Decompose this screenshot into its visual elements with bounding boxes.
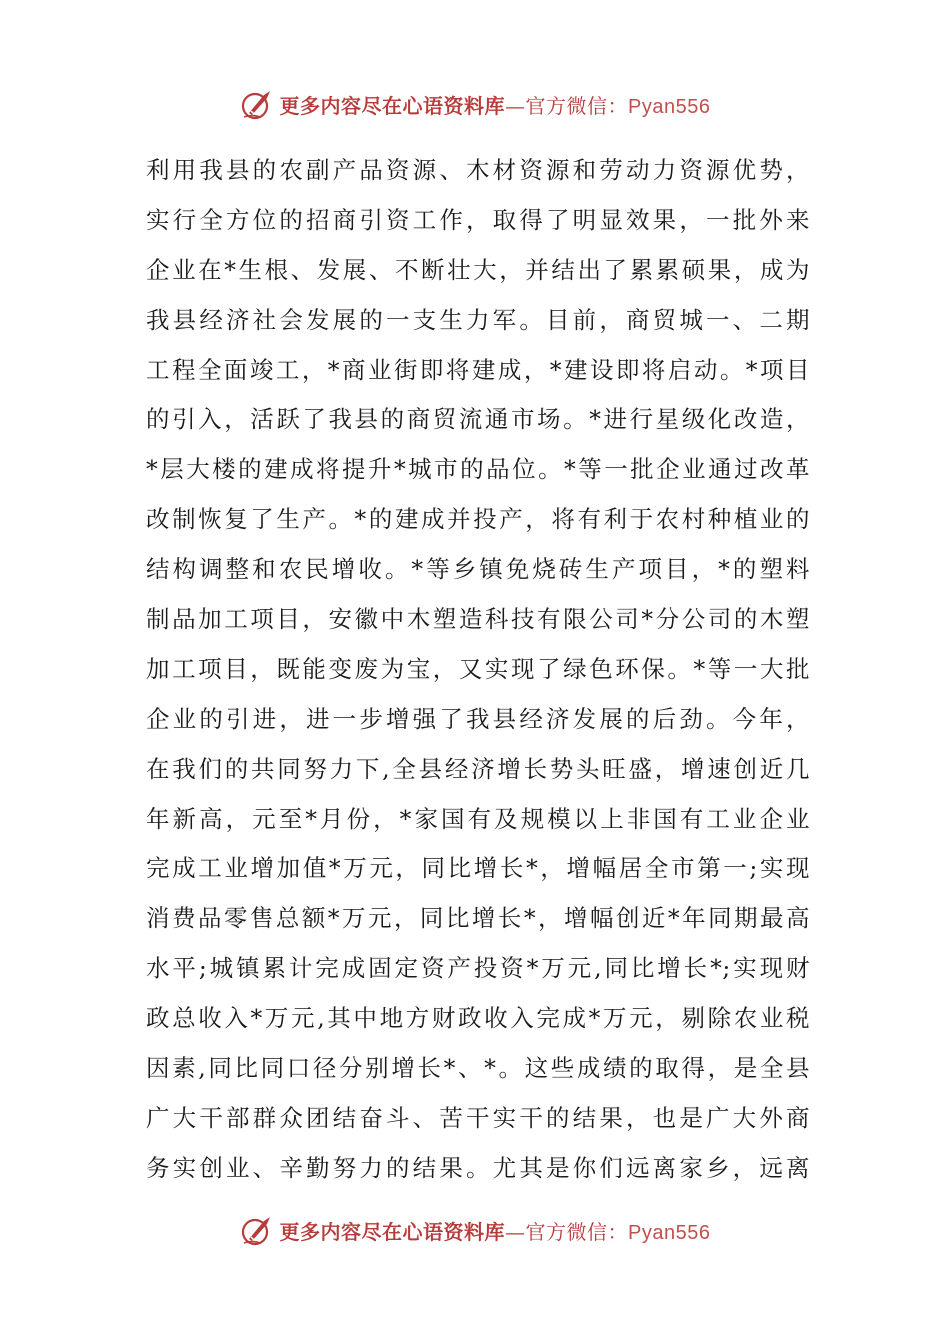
text-line: 企业在*生根、发展、不断壮大，并结出了累累硕果，成为 <box>146 255 810 284</box>
text-line: 工程全面竣工，*商业街即将建成，*建设即将启动。*项目 <box>146 355 810 384</box>
header-separator: — <box>505 93 526 118</box>
page-header-banner <box>0 86 950 122</box>
header-contact-label: 官方微信： <box>525 93 629 118</box>
text-line: 制品加工项目，安徽中木塑造科技有限公司*分公司的木塑 <box>146 605 810 634</box>
footer-brand: 更多内容尽在心语资料库 <box>279 1219 506 1244</box>
text-line: 政总收入*万元,其中地方财政收入完成*万元，剔除农业税 <box>146 1004 810 1033</box>
text-line: 的引入，活跃了我县的商贸流通市场。*进行星级化改造， <box>146 405 810 434</box>
text-line: 消费品零售总额*万元，同比增长*，增幅创近*年同期最高 <box>146 904 810 933</box>
header-contact-id: Pyan556 <box>628 95 711 118</box>
text-line: 利用我县的农副产品资源、木材资源和劳动力资源优势， <box>146 156 810 184</box>
footer-banner-text <box>280 1216 711 1245</box>
pen-logo-icon <box>240 87 276 121</box>
footer-contact-id: Pyan556 <box>628 1221 711 1244</box>
header-banner-text <box>280 90 711 119</box>
text-line: 我县经济社会发展的一支生力军。目前，商贸城一、二期 <box>146 305 810 334</box>
header-brand: 更多内容尽在心语资料库 <box>279 93 506 118</box>
text-line: 水平;城镇累计完成固定资产投资*万元,同比增长*;实现财 <box>146 954 810 983</box>
text-line: 完成工业增加值*万元，同比增长*，增幅居全市第一;实现 <box>146 854 810 883</box>
footer-contact-label: 官方微信： <box>525 1219 629 1244</box>
text-line: 企业的引进，进一步增强了我县经济发展的后劲。今年， <box>146 704 810 733</box>
text-line: *层大楼的建成将提升*城市的品位。*等一批企业通过改革 <box>146 455 810 484</box>
footer-separator: — <box>505 1219 526 1244</box>
text-line: 实行全方位的招商引资工作，取得了明显效果，一批外来 <box>146 205 810 234</box>
text-line: 务实创业、辛勤努力的结果。尤其是你们远离家乡，远离 <box>146 1153 810 1182</box>
document-body <box>146 146 810 1194</box>
text-line: 加工项目，既能变废为宝，又实现了绿色环保。*等一大批 <box>146 654 810 683</box>
text-line: 结构调整和农民增收。*等乡镇免烧砖生产项目，*的塑料 <box>146 555 810 584</box>
text-line: 因素,同比同口径分别增长*、*。这些成绩的取得，是全县 <box>146 1054 810 1083</box>
pen-logo-icon <box>240 1213 276 1247</box>
text-line: 在我们的共同努力下,全县经济增长势头旺盛，增速创近几 <box>146 754 810 783</box>
text-line: 年新高，元至*月份，*家国有及规模以上非国有工业企业 <box>146 804 810 833</box>
text-line: 广大干部群众团结奋斗、苦干实干的结果，也是广大外商 <box>146 1103 810 1132</box>
text-line: 改制恢复了生产。*的建成并投产，将有利于农村种植业的 <box>146 505 810 534</box>
page-footer-banner <box>0 1212 950 1248</box>
